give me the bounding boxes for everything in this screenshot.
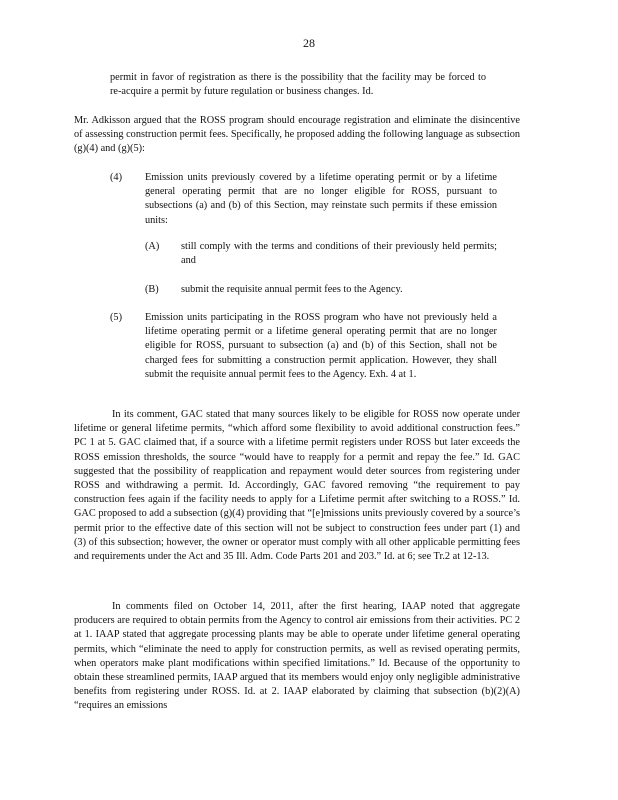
page-number: 28 xyxy=(303,36,315,50)
item-4a-label: (A) xyxy=(145,241,160,252)
item-5-text: Emission units participating in the ROSS program who have not previously held a lifetime operating permit or a lifetime general operating permit that are no longer eligible for ROSS, pursuant to subsection (a) and (b) of this Section, shall not be charged fees for submitting a construction permit application. However, they shall submit the requisite annual permit fees to the Agency. Exh. 4 at 1. xyxy=(145,312,497,380)
item-5-label: (5) xyxy=(110,312,123,323)
paragraph-adkisson: Mr. Adkisson argued that the ROSS program should encourage registration and eliminate the disincentive of assessing construction permit fees. Specifically, he proposed adding the following language as subsection (g)(4) and (g)(5): xyxy=(74,115,520,155)
paragraph-gac: In its comment, GAC stated that many sources likely to be eligible for ROSS now operate under lifetime or general lifetime permits, “which afford some flexibility to avoid additional construction fees.” PC 1 at 5. GAC claimed that, if a source with a lifetime permit registers under ROSS but later exceeds the ROSS emission thresholds, the source “would have to reapply for a permit and repay the fee.” Id. GAC suggested that the possibility of reapplication and repayment would deter sources from registering under ROSS and withdrawing a permit. Id. Accordingly, GAC favored removing “the requirement to pay construction fees again if the facility needs to apply for a Lifetime permit after switching to a ROSS.” Id. GAC proposed to add a subsection (g)(4) providing that “[e]missions units previously covered by a source’s permit prior to the effective date of this section will not be subject to construction fees under part (1) and (3) of this subsection; however, the owner or operator must comply with all other applicable permitting fees and requirements under the Act and 35 Ill. Adm. Code Parts 201 and 203.” Id. at 6; see Tr.2 at 12-13. xyxy=(74,409,520,563)
item-4-text: Emission units previously covered by a lifetime operating permit or by a lifetime general operating permit that are no longer eligible for ROSS, pursuant to subsections (a) and (b) of this Section, may reinstate such permits if these emission units: xyxy=(145,172,497,226)
item-4b-text: submit the requisite annual permit fees to the Agency. xyxy=(181,284,403,295)
paragraph-iaap: In comments filed on October 14, 2011, after the first hearing, IAAP noted that aggregate producers are required to obtain permits from the Agency to control air emissions from their activities. PC 2 at 1. IAAP stated that aggregate processing plants may be able to operate under lifetime general operating permits, which “eliminate the need to apply for construction permits, as well as revised operating permits, when operators make plant modifications within specified limitations.” Id. Because of the opportunity to obtain these streamlined permits, IAAP argued that its members would enjoy only negligible administrative benefits from registering under ROSS. Id. at 2. IAAP elaborated by claiming that subsection (b)(2)(A) “requires an emissions xyxy=(74,601,520,712)
item-4-label: (4) xyxy=(110,172,123,183)
item-4a-text: still comply with the terms and conditions of their previously held permits; and xyxy=(181,241,497,267)
paragraph-continued: permit in favor of registration as there is the possibility that the facility may be forced to re-acquire a permit by future regulation or business changes. Id. xyxy=(110,72,486,98)
item-4b-label: (B) xyxy=(145,284,159,295)
